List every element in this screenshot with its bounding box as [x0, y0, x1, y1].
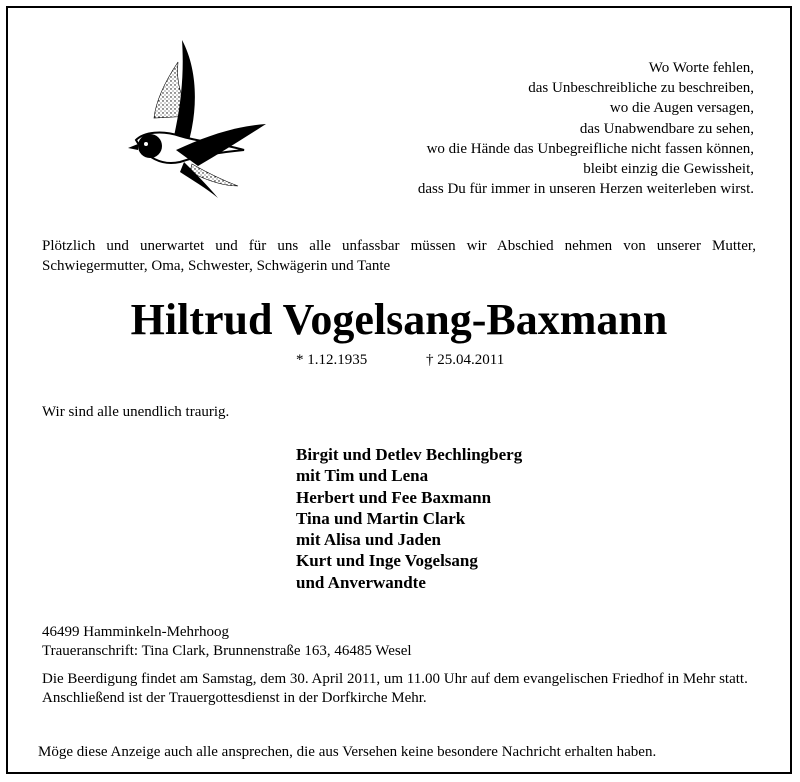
- poem-line: dass Du für immer in unseren Herzen weiterleben wirst.: [417, 181, 754, 198]
- birth-date: * 1.12.1935: [296, 352, 368, 368]
- family-member: mit Alisa und Jaden: [296, 530, 442, 550]
- poem-line: wo die Augen versagen,: [609, 100, 754, 117]
- family-member: Herbert und Fee Baxmann: [296, 487, 492, 507]
- swallow-bird-icon: [126, 40, 276, 200]
- address-block: [42, 623, 412, 661]
- obituary-notice: [6, 6, 792, 774]
- closing-text: Möge diese Anzeige auch alle ansprechen, die aus Versehen keine besondere Nachricht erhalten haben.: [38, 744, 657, 760]
- death-date: † 25.04.2011: [426, 352, 505, 368]
- poem: [418, 58, 754, 199]
- poem-line: das Unbeschreibliche zu beschreiben,: [528, 80, 754, 97]
- service-details: Anschließend ist der Trauergottesdienst in der Dorfkirche Mehr.: [42, 689, 427, 706]
- funeral-info: [42, 670, 762, 707]
- family-list: [296, 444, 522, 593]
- intro-text: Plötzlich und unerwartet und für uns alle unfassbar müssen wir Abschied nehmen von unserer Mutter, Schwiegermutter, Oma, Schwester, Schwägerin und Tante: [42, 238, 756, 274]
- family-member: Birgit und Detlev Bechlingberg: [296, 445, 523, 464]
- deceased-name: Hiltrud Vogelsang-Baxmann: [130, 295, 668, 344]
- poem-line: bleibt einzig die Gewissheit,: [583, 161, 754, 178]
- mourning-address: Traueranschrift: Tina Clark, Brunnenstraße 163, 46485 Wesel: [42, 643, 412, 659]
- family-member: mit Tim und Lena: [296, 466, 429, 486]
- poem-line: wo die Hände das Unbegreifliche nicht fassen können,: [426, 140, 754, 157]
- family-member: und Anverwandte: [296, 572, 426, 592]
- family-member: Tina und Martin Clark: [296, 508, 466, 528]
- mourning-text: Wir sind alle unendlich traurig.: [42, 404, 230, 420]
- poem-line: das Unabwendbare zu sehen,: [579, 120, 754, 137]
- family-member: Kurt und Inge Vogelsang: [296, 551, 478, 571]
- funeral-details: Die Beerdigung findet am Samstag, dem 30. April 2011, um 11.00 Uhr auf dem evangelischen Friedhof in Mehr statt.: [42, 671, 748, 687]
- poem-line: Wo Worte fehlen,: [648, 60, 754, 76]
- address-line: 46499 Hamminkeln-Mehrhoog: [42, 624, 230, 640]
